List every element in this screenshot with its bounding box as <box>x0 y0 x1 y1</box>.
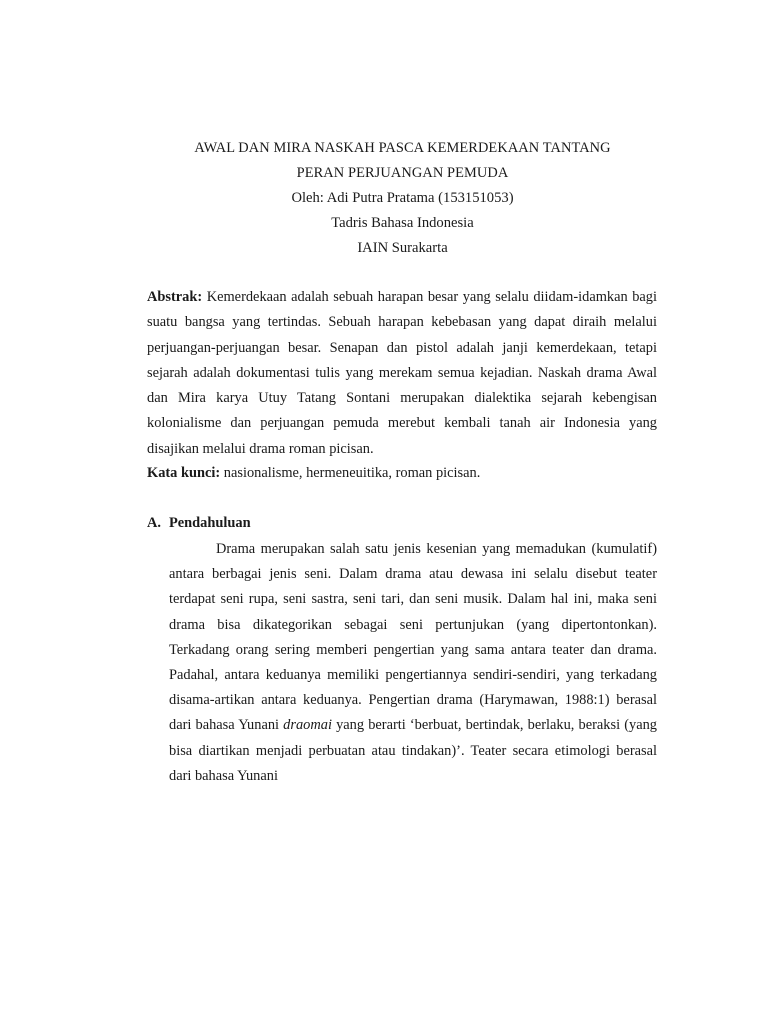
section-number: A. <box>147 515 161 531</box>
italic-term: draomai <box>283 717 332 734</box>
section-body-paragraph <box>169 537 657 789</box>
section-body-text-1: Drama merupakan salah satu jenis kesenian yang memadukan (kumulatif) antara berbagai jenis seni. Dalam drama atau dewasa ini selalu disebut teater terdapat seni rupa, seni sastra, seni tari, dan seni musik. Dalam hal ini, maka seni drama bisa dikategorikan sebagai seni pertunjukan (yang dipertontonkan). Terkadang orang sering memberi pengertian yang sama antara teater dan drama. Padahal, antara keduanya memiliki pengertiannya sendiri-sendiri, yang terkadang disama-artikan antara keduanya. Pengertian drama (Harymawan, 1988:1) berasal dari bahasa Yunani <box>169 541 657 734</box>
abstract-label: Abstrak: <box>147 289 203 305</box>
section-title: Pendahuluan <box>169 515 251 531</box>
keywords-text: nasionalisme, hermeneuitika, roman picisan. <box>220 465 481 481</box>
keywords-label: Kata kunci: <box>147 465 221 481</box>
keywords-paragraph <box>147 461 657 486</box>
title-block <box>120 136 685 261</box>
abstract-paragraph <box>147 285 657 462</box>
department-line: Tadris Bahasa Indonesia <box>331 215 474 231</box>
author-line: Oleh: Adi Putra Pratama (153151053) <box>291 190 514 206</box>
section-heading <box>147 511 251 536</box>
institution-line: IAIN Surakarta <box>357 240 448 256</box>
document-title-line-2: PERAN PERJUANGAN PEMUDA <box>296 165 509 181</box>
section-body-text-2: yang berarti ‘berbuat, bertindak, berlaku, beraksi (yang bisa diartikan menjadi perbuatan atau tindakan)’. Teater secara etimologi berasal dari bahasa Yunani <box>169 717 657 784</box>
abstract-text: Kemerdekaan adalah sebuah harapan besar yang selalu diidam-idamkan bagi suatu bangsa yang tertindas. Sebuah harapan kebebasan yang dapat diraih melalui perjuangan-perjuangan besar. Senapan dan pistol adalah janji kemerdekaan, tetapi sejarah adalah dokumentasi tulis yang merekam semua kejadian. Naskah drama Awal dan Mira karya Utuy Tatang Sontani merupakan dialektika sejarah kebengisan kolonialisme dan perjuangan pemuda merebut kembali tanah air Indonesia yang disajikan melalui drama roman picisan. <box>147 289 657 457</box>
document-title-line-1: AWAL DAN MIRA NASKAH PASCA KEMERDEKAAN TANTANG <box>194 140 611 156</box>
